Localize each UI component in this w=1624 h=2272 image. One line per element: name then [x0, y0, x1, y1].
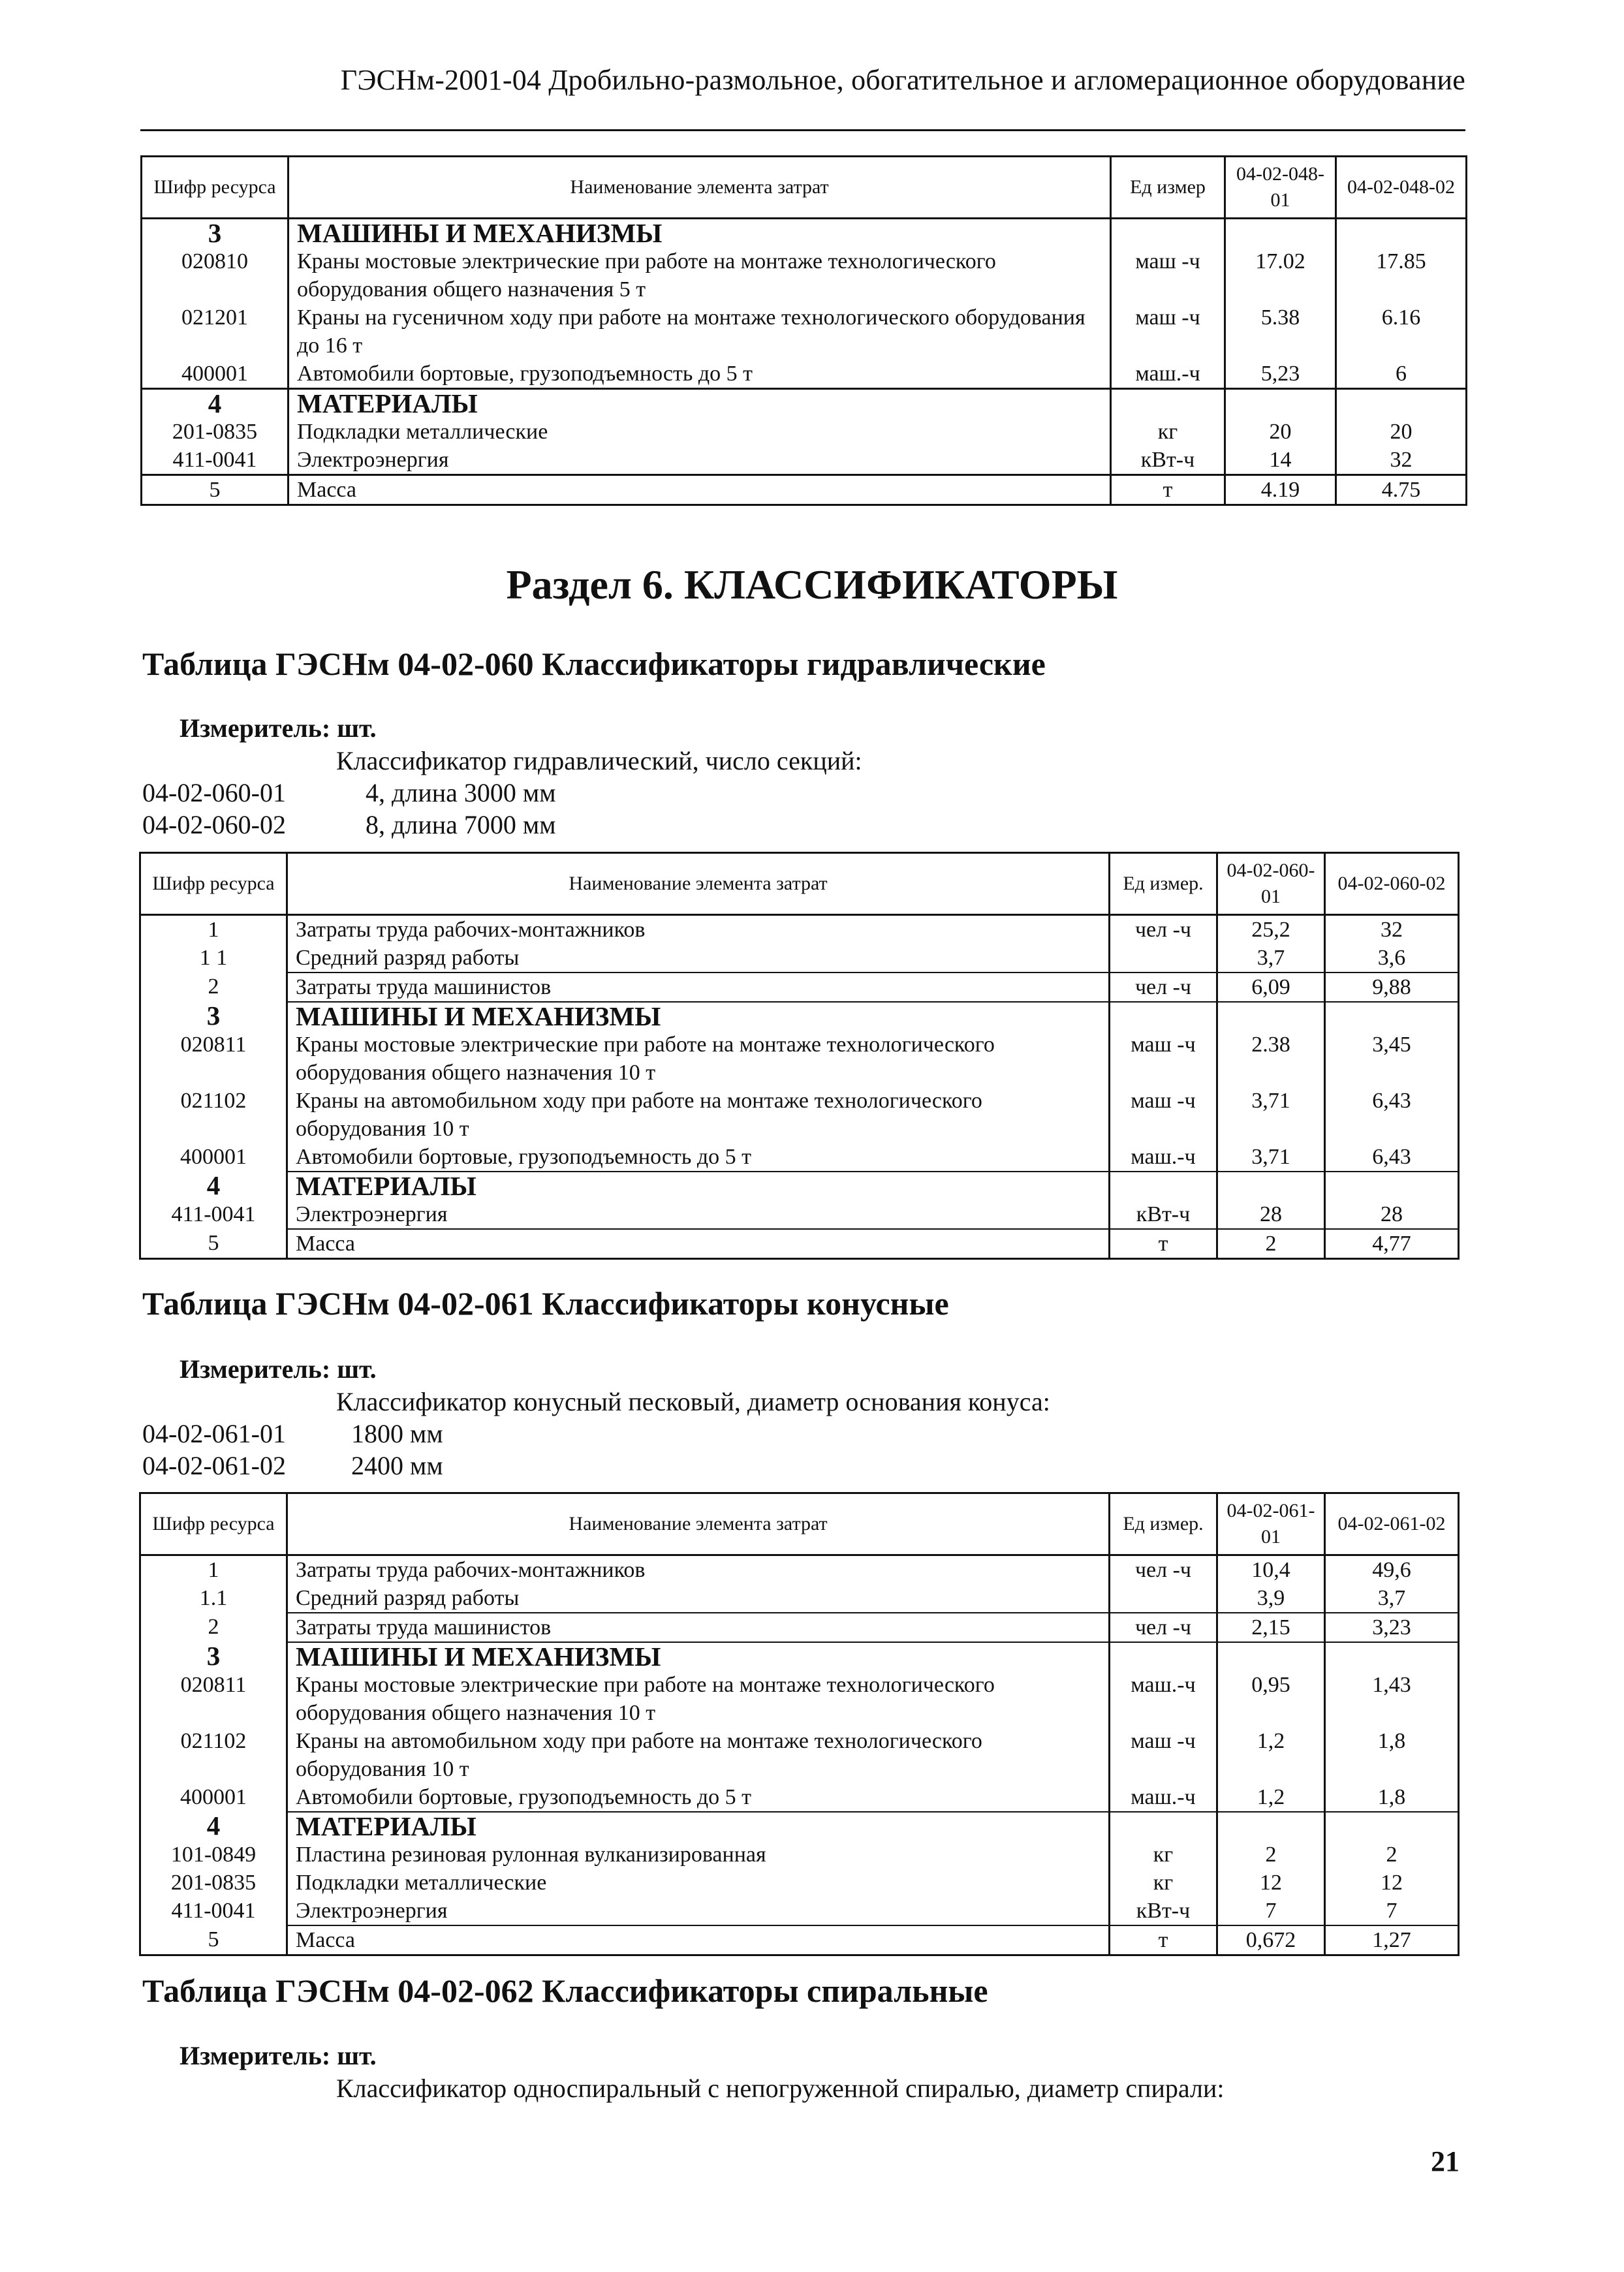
- item-code: 04-02-061-01: [142, 1419, 286, 1448]
- header-col-b: 04-02-060-02: [1325, 853, 1459, 915]
- unit-cell: т: [1110, 1229, 1217, 1259]
- value-cell-a: 5,23: [1225, 360, 1336, 389]
- resource-code: 4: [140, 1812, 287, 1841]
- value-cell-b: 7: [1325, 1897, 1459, 1925]
- measure-label: Измеритель:: [180, 713, 331, 743]
- resource-code: 201-0835: [142, 418, 289, 446]
- resource-name: МАШИНЫ И МЕХАНИЗМЫ: [287, 1002, 1110, 1031]
- value-cell-a: 3,9: [1217, 1584, 1325, 1613]
- table-row: [140, 1783, 1459, 1812]
- table-row: [142, 247, 1467, 303]
- value-cell-b: 6.16: [1336, 303, 1467, 360]
- unit-cell: маш -ч: [1110, 1031, 1217, 1087]
- unit-cell: [1111, 389, 1225, 418]
- measure-label: Измеритель:: [180, 1354, 331, 1384]
- resource-code: 400001: [140, 1143, 287, 1172]
- resource-code: 2: [140, 973, 287, 1002]
- unit-cell: кВт-ч: [1110, 1200, 1217, 1229]
- resource-code: 3: [140, 1002, 287, 1031]
- classifier-description-061: Классификатор конусный песковый, диаметр основания конуса:: [336, 1387, 1050, 1416]
- unit-cell: кг: [1110, 1841, 1217, 1869]
- resource-name: МАТЕРИАЛЫ: [289, 389, 1111, 418]
- value-cell-b: 6: [1336, 360, 1467, 389]
- value-cell-b: 28: [1325, 1200, 1459, 1229]
- unit-cell: чел -ч: [1110, 1613, 1217, 1642]
- resource-code: 021201: [142, 303, 289, 360]
- value-cell-b: [1336, 389, 1467, 418]
- resource-name: Средний разряд работы: [287, 1584, 1110, 1613]
- resource-name: МАШИНЫ И МЕХАНИЗМЫ: [289, 219, 1111, 248]
- measure-unit: шт.: [337, 713, 377, 743]
- item-value: 4, длина 3000 мм: [366, 778, 556, 807]
- table-row: [140, 1584, 1459, 1613]
- resource-table-048: [140, 155, 1467, 506]
- unit-cell: маш.-ч: [1111, 360, 1225, 389]
- value-cell-a: 10,4: [1217, 1555, 1325, 1585]
- header-code: Шифр ресурса: [142, 157, 289, 219]
- resource-code: 1.1: [140, 1584, 287, 1613]
- value-cell-b: [1325, 1812, 1459, 1841]
- value-cell-b: 32: [1336, 446, 1467, 475]
- resource-name: Подкладки металлические: [287, 1869, 1110, 1897]
- measure-unit: шт.: [337, 1354, 377, 1384]
- section-row: [142, 389, 1467, 418]
- classifier-description-062: Классификатор односпиральный с непогруженной спиралью, диаметр спирали:: [336, 2074, 1225, 2103]
- resource-name: Автомобили бортовые, грузоподъемность до 5 т: [287, 1783, 1110, 1812]
- value-cell-b: 17.85: [1336, 247, 1467, 303]
- measure-line-062: [180, 2039, 377, 2073]
- item-code: 04-02-061-02: [142, 1451, 286, 1480]
- unit-cell: маш.-ч: [1110, 1783, 1217, 1812]
- value-cell-a: 0,672: [1217, 1925, 1325, 1955]
- header-col-a: 04-02-060-01: [1217, 853, 1325, 915]
- value-cell-a: 7: [1217, 1897, 1325, 1925]
- classifier-description-060: Классификатор гидравлический, число секций:: [336, 746, 862, 775]
- resource-code: 021102: [140, 1727, 287, 1783]
- resource-code: 411-0041: [142, 446, 289, 475]
- value-cell-a: 25,2: [1217, 915, 1325, 944]
- table-row: [140, 1031, 1459, 1087]
- resource-name: Электроэнергия: [287, 1897, 1110, 1925]
- page-number: 21: [1431, 2145, 1460, 2177]
- unit-cell: [1110, 1172, 1217, 1200]
- header-name: Наименование элемента затрат: [287, 1493, 1110, 1555]
- unit-cell: т: [1111, 475, 1225, 505]
- value-cell-a: 2: [1217, 1841, 1325, 1869]
- value-cell-a: 3,71: [1217, 1087, 1325, 1143]
- resource-code: 400001: [140, 1783, 287, 1812]
- value-cell-a: 28: [1217, 1200, 1325, 1229]
- table-row: [140, 1200, 1459, 1229]
- resource-code: 5: [142, 475, 289, 505]
- measure-label: Измеритель:: [180, 2041, 331, 2070]
- header-unit: Ед измер: [1111, 157, 1225, 219]
- value-cell-b: 9,88: [1325, 973, 1459, 1002]
- section-row: [140, 1642, 1459, 1671]
- table-row: [142, 360, 1467, 389]
- resource-code: 3: [140, 1642, 287, 1671]
- table-row: [140, 1143, 1459, 1172]
- resource-code: 1 1: [140, 944, 287, 973]
- unit-cell: кг: [1110, 1869, 1217, 1897]
- table-header-row: [140, 1493, 1459, 1555]
- resource-name: МАТЕРИАЛЫ: [287, 1812, 1110, 1841]
- resource-name: Краны мостовые электрические при работе на монтаже технологического оборудования общего назначения 10 т: [287, 1031, 1110, 1087]
- resource-code: 5: [140, 1229, 287, 1259]
- table-row: [140, 915, 1459, 944]
- resource-name: Электроэнергия: [289, 446, 1111, 475]
- header-col-b: 04-02-048-02: [1336, 157, 1467, 219]
- value-cell-a: [1217, 1642, 1325, 1671]
- value-cell-b: 12: [1325, 1869, 1459, 1897]
- header-col-b: 04-02-061-02: [1325, 1493, 1459, 1555]
- value-cell-b: 3,23: [1325, 1613, 1459, 1642]
- resource-code: 1: [140, 915, 287, 944]
- resource-name: МАШИНЫ И МЕХАНИЗМЫ: [287, 1642, 1110, 1671]
- resource-name: Средний разряд работы: [287, 944, 1110, 973]
- header-code: Шифр ресурса: [140, 1493, 287, 1555]
- resource-code: 3: [142, 219, 289, 248]
- unit-cell: чел -ч: [1110, 973, 1217, 1002]
- item-code: 04-02-060-02: [142, 810, 286, 839]
- value-cell-b: 1,8: [1325, 1783, 1459, 1812]
- table-row: [142, 475, 1467, 505]
- table-row: [142, 303, 1467, 360]
- table-row: [140, 1671, 1459, 1727]
- resource-code: 021102: [140, 1087, 287, 1143]
- section-title: Раздел 6. КЛАССИФИКАТОРЫ: [506, 561, 1118, 608]
- unit-cell: кВт-ч: [1110, 1897, 1217, 1925]
- unit-cell: маш -ч: [1111, 303, 1225, 360]
- measure-unit: шт.: [337, 2041, 377, 2070]
- value-cell-a: 17.02: [1225, 247, 1336, 303]
- measure-line-060: [180, 711, 377, 745]
- table-row: [140, 1841, 1459, 1869]
- unit-cell: [1110, 1812, 1217, 1841]
- unit-cell: чел -ч: [1110, 1555, 1217, 1585]
- value-cell-b: 4,77: [1325, 1229, 1459, 1259]
- resource-name: Электроэнергия: [287, 1200, 1110, 1229]
- resource-name: МАТЕРИАЛЫ: [287, 1172, 1110, 1200]
- unit-cell: маш.-ч: [1110, 1671, 1217, 1727]
- resource-code: 101-0849: [140, 1841, 287, 1869]
- value-cell-a: 4.19: [1225, 475, 1336, 505]
- value-cell-a: [1217, 1172, 1325, 1200]
- item-code: 04-02-060-01: [142, 778, 286, 807]
- resource-code: 411-0041: [140, 1897, 287, 1925]
- resource-name: Затраты труда рабочих-монтажников: [287, 915, 1110, 944]
- table-row: [140, 1925, 1459, 1955]
- table-row: [140, 1897, 1459, 1925]
- table-header-row: [140, 853, 1459, 915]
- unit-cell: кг: [1111, 418, 1225, 446]
- value-cell-b: 32: [1325, 915, 1459, 944]
- unit-cell: кВт-ч: [1111, 446, 1225, 475]
- section-row: [142, 219, 1467, 248]
- value-cell-b: 49,6: [1325, 1555, 1459, 1585]
- value-cell-a: [1217, 1002, 1325, 1031]
- unit-cell: маш -ч: [1111, 247, 1225, 303]
- value-cell-b: 6,43: [1325, 1143, 1459, 1172]
- resource-name: Краны на гусеничном ходу при работе на монтаже технологического оборудования до 16 т: [289, 303, 1111, 360]
- table-row: [140, 944, 1459, 973]
- table-row: [142, 418, 1467, 446]
- table-title-061: Таблица ГЭСНм 04-02-061 Классификаторы конусные: [142, 1285, 949, 1322]
- resource-name: Краны на автомобильном ходу при работе на монтаже технологического оборудования 10 т: [287, 1727, 1110, 1783]
- value-cell-b: [1325, 1002, 1459, 1031]
- resource-name: Краны на автомобильном ходу при работе на монтаже технологического оборудования 10 т: [287, 1087, 1110, 1143]
- resource-code: 5: [140, 1925, 287, 1955]
- resource-name: Масса: [287, 1229, 1110, 1259]
- value-cell-b: 1,27: [1325, 1925, 1459, 1955]
- header-divider: [140, 129, 1465, 131]
- section-row: [140, 1002, 1459, 1031]
- value-cell-a: [1225, 389, 1336, 418]
- resource-name: Краны мостовые электрические при работе на монтаже технологического оборудования общего назначения 10 т: [287, 1671, 1110, 1727]
- resource-name: Масса: [289, 475, 1111, 505]
- resource-name: Подкладки металлические: [289, 418, 1111, 446]
- resource-code: 2: [140, 1613, 287, 1642]
- table-header-row: [142, 157, 1467, 219]
- table-row: [140, 1229, 1459, 1259]
- value-cell-a: 0,95: [1217, 1671, 1325, 1727]
- table-row: [140, 1869, 1459, 1897]
- value-cell-a: [1225, 219, 1336, 248]
- value-cell-a: [1217, 1812, 1325, 1841]
- header-unit: Ед измер.: [1110, 853, 1217, 915]
- header-code: Шифр ресурса: [140, 853, 287, 915]
- value-cell-b: [1325, 1172, 1459, 1200]
- value-cell-a: 2: [1217, 1229, 1325, 1259]
- unit-cell: [1111, 219, 1225, 248]
- resource-code: 400001: [142, 360, 289, 389]
- section-row: [140, 1812, 1459, 1841]
- item-value: 2400 мм: [351, 1451, 443, 1480]
- value-cell-a: 3,7: [1217, 944, 1325, 973]
- resource-code: 411-0041: [140, 1200, 287, 1229]
- value-cell-a: 3,71: [1217, 1143, 1325, 1172]
- header-name: Наименование элемента затрат: [287, 853, 1110, 915]
- resource-code: 4: [140, 1172, 287, 1200]
- resource-table-060: [139, 852, 1460, 1260]
- resource-name: Затраты труда машинистов: [287, 973, 1110, 1002]
- header-col-a: 04-02-048-01: [1225, 157, 1336, 219]
- resource-code: 201-0835: [140, 1869, 287, 1897]
- unit-cell: [1110, 1002, 1217, 1031]
- value-cell-b: [1325, 1642, 1459, 1671]
- value-cell-b: 3,7: [1325, 1584, 1459, 1613]
- unit-cell: маш -ч: [1110, 1087, 1217, 1143]
- resource-table-061: [139, 1492, 1460, 1956]
- value-cell-a: 1,2: [1217, 1727, 1325, 1783]
- resource-name: Краны мостовые электрические при работе на монтаже технологического оборудования общего назначения 5 т: [289, 247, 1111, 303]
- unit-cell: маш.-ч: [1110, 1143, 1217, 1172]
- value-cell-b: 3,45: [1325, 1031, 1459, 1087]
- table-row: [142, 446, 1467, 475]
- measure-line-061: [180, 1352, 377, 1386]
- resource-name: Затраты труда машинистов: [287, 1613, 1110, 1642]
- value-cell-b: 2: [1325, 1841, 1459, 1869]
- unit-cell: маш -ч: [1110, 1727, 1217, 1783]
- header-unit: Ед измер.: [1110, 1493, 1217, 1555]
- value-cell-a: 20: [1225, 418, 1336, 446]
- header-name: Наименование элемента затрат: [289, 157, 1111, 219]
- item-value: 1800 мм: [351, 1419, 443, 1448]
- value-cell-a: 5.38: [1225, 303, 1336, 360]
- resource-name: Затраты труда рабочих-монтажников: [287, 1555, 1110, 1585]
- unit-cell: [1110, 1642, 1217, 1671]
- value-cell-b: 20: [1336, 418, 1467, 446]
- resource-name: Пластина резиновая рулонная вулканизированная: [287, 1841, 1110, 1869]
- page-header: ГЭСНм-2001-04 Дробильно-размольное, обогатительное и агломерационное оборудование: [340, 64, 1465, 96]
- table-row: [140, 973, 1459, 1002]
- table-row: [140, 1613, 1459, 1642]
- table-title-062: Таблица ГЭСНм 04-02-062 Классификаторы спиральные: [142, 1972, 988, 2009]
- item-value: 8, длина 7000 мм: [366, 810, 556, 839]
- unit-cell: [1110, 1584, 1217, 1613]
- value-cell-b: 4.75: [1336, 475, 1467, 505]
- value-cell-a: 1,2: [1217, 1783, 1325, 1812]
- table-row: [140, 1727, 1459, 1783]
- resource-name: Автомобили бортовые, грузоподъемность до 5 т: [287, 1143, 1110, 1172]
- resource-code: 020811: [140, 1031, 287, 1087]
- unit-cell: [1110, 944, 1217, 973]
- resource-code: 020810: [142, 247, 289, 303]
- resource-code: 1: [140, 1555, 287, 1585]
- value-cell-a: 12: [1217, 1869, 1325, 1897]
- value-cell-a: 14: [1225, 446, 1336, 475]
- value-cell-a: 2.38: [1217, 1031, 1325, 1087]
- resource-code: 4: [142, 389, 289, 418]
- value-cell-a: 6,09: [1217, 973, 1325, 1002]
- header-col-a: 04-02-061-01: [1217, 1493, 1325, 1555]
- table-title-060: Таблица ГЭСНм 04-02-060 Классификаторы гидравлические: [142, 646, 1046, 682]
- value-cell-b: 6,43: [1325, 1087, 1459, 1143]
- section-row: [140, 1172, 1459, 1200]
- unit-cell: чел -ч: [1110, 915, 1217, 944]
- value-cell-b: 1,8: [1325, 1727, 1459, 1783]
- value-cell-a: 2,15: [1217, 1613, 1325, 1642]
- unit-cell: т: [1110, 1925, 1217, 1955]
- value-cell-b: 3,6: [1325, 944, 1459, 973]
- resource-name: Автомобили бортовые, грузоподъемность до 5 т: [289, 360, 1111, 389]
- value-cell-b: [1336, 219, 1467, 248]
- resource-code: 020811: [140, 1671, 287, 1727]
- table-row: [140, 1087, 1459, 1143]
- resource-name: Масса: [287, 1925, 1110, 1955]
- table-row: [140, 1555, 1459, 1585]
- value-cell-b: 1,43: [1325, 1671, 1459, 1727]
